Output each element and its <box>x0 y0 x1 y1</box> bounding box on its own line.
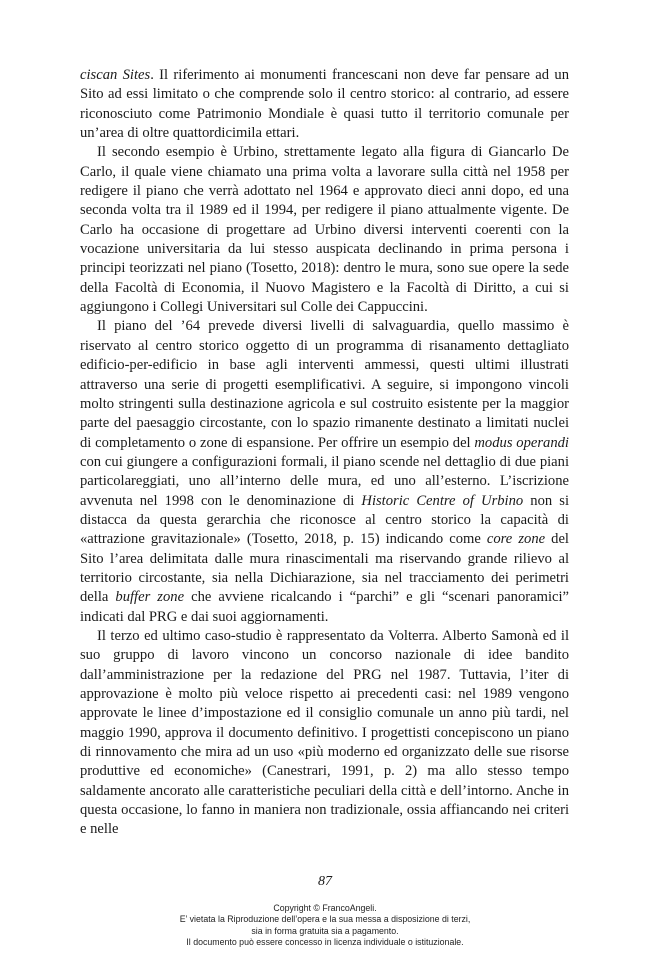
italic-term: modus operandi <box>474 434 569 451</box>
page-body <box>80 66 569 840</box>
text-run: non si distacca da questa gerarchia che riconosce al centro storico la capacità di «attrazione gravitazionale» (Tosetto, 2018, p. 15) indicando come <box>80 492 569 548</box>
copyright-line: Copyright © FrancoAngeli. <box>273 903 377 913</box>
italic-term: ciscan Sites <box>80 67 151 83</box>
italic-term: core zone <box>486 531 546 548</box>
paragraph <box>80 317 569 627</box>
copyright-notice <box>0 903 650 949</box>
paragraph <box>80 66 569 143</box>
copyright-line: E’ vietata la Riproduzione dell’opera e la sua messa a disposizione di terzi, <box>179 914 471 925</box>
copyright-line: Il documento può essere concesso in licenza individuale o istituzionale. <box>186 937 464 948</box>
text-run: Il terzo ed ultimo caso-studio è rappresentato da Volterra. Alberto Samonà ed il suo gruppo di lavoro vincono un concorso nazionale di idee bandito dall’amministrazione per la redazione del PRG nel 1987. Tuttavia, l’iter di approvazione è molto più veloce rispetto ai precedenti casi: nel 1989 vengono approvate le linee d’impostazione ed il consiglio comunale un anno più tardi, nel maggio 1990, approva il documento definitivo. I progettisti concepiscono un piano di rinnovamento che mira ad un uso «più moderno ed organizzato delle sue risorse produttive ed economiche» (Canestrari, 1991, p. 2) ma allo stesso tempo saldamente ancorato alle caratteristiche peculiari della città e dell’intorno. Anche in questa occasione, lo fanno in maniera non tradizionale, ossia affiancando nei criteri e nelle <box>80 627 569 838</box>
text-run: Il piano del ’64 prevede diversi livelli di salvaguardia, quello massimo è riservato al centro storico oggetto di un programma di risanamento dettagliato edificio-per-edificio in base agli interventi ammessi, questi ultimi illustrati attraverso una serie di progetti esemplificativi. A seguire, si impongono vincoli molto stringenti sulla destinazione agricola e sul costruito esistente per la maggior parte del paesaggio circostante, con lo spazio rimanente destinato a limitati nuclei di completamento o zone di espansione. Per offrire un esempio del <box>80 318 569 451</box>
text-run: Il secondo esempio è Urbino, strettamente legato alla figura di Giancarlo De Carlo, il quale viene chiamato una prima volta a lavorare sulla città nel 1958 per redigere il piano che verrà adottato nel 1964 e approvato dieci anni dopo, ed una seconda volta tra il 1989 ed il 1994, per redigere il piano attualmente vigente. De Carlo ha occasione di progettare ad Urbino diversi interventi coerenti con la vocazione universitaria da lui stesso auspicata declinando in prima persona i principi teorizzati nel piano (Tosetto, 2018): dentro le mura, sono sue opere la sede della Facoltà di Economia, il Nuovo Magistero e la Facoltà di Diritto, a cui si aggiungono i Collegi Universitari sul Colle dei Cappuccini. <box>80 144 569 316</box>
text-run: . Il riferimento ai monumenti francescani non deve far pensare ad un Sito ad essi limitato o che comprende solo il centro storico: al contrario, ad essere riconosciuto come Patrimonio Mondiale è quasi tutto il territorio comunale per un’area di oltre quattordicimila ettari. <box>80 67 570 142</box>
text-run: del Sito l’area delimitata dalle mura rinascimentali ma riservando grande rilievo al territorio circostante, sia nella Dichiarazione, sia nel tracciamento dei perimetri della <box>80 531 569 606</box>
text-run: con cui giungere a configurazioni formali, il piano scende nel dettaglio di due piani particolareggiati, uno all’interno delle mura, ed uno all’esterno. L’iscrizione avvenuta nel 1998 con le denominazione di <box>80 453 569 509</box>
italic-term: buffer zone <box>115 589 185 606</box>
italic-term: Historic Centre of Urbino <box>361 492 524 509</box>
text-run: che avviene ricalcando i “parchi” e gli “scenari panoramici” indicati dal PRG e dai suoi aggiornamenti. <box>80 589 570 625</box>
copyright-line: sia in forma gratuita sia a pagamento. <box>251 925 399 936</box>
page-number: 87 <box>318 874 332 889</box>
paragraph <box>80 627 569 840</box>
paragraph <box>80 143 569 317</box>
